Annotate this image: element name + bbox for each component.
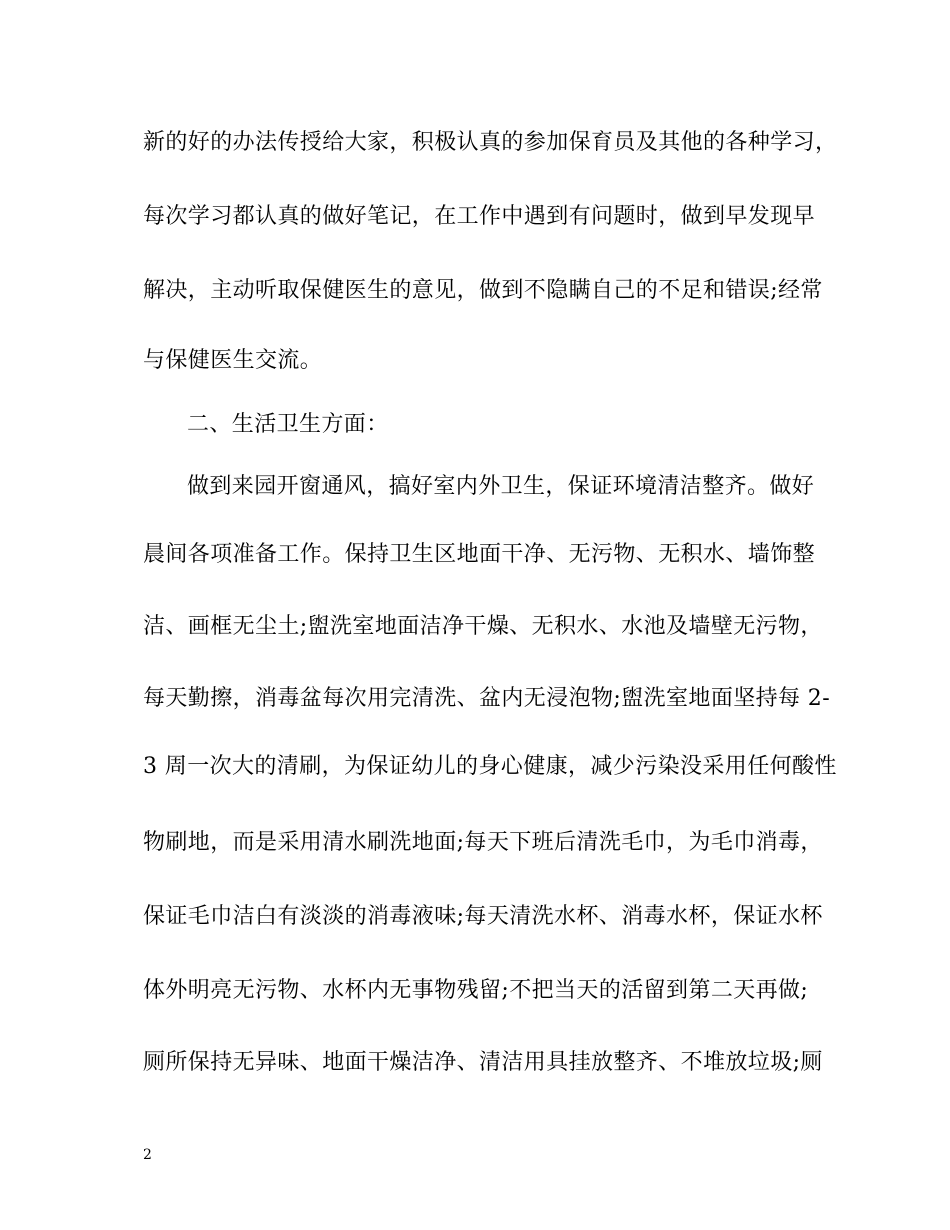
section-heading: 二、生活卫生方面： (187, 412, 389, 437)
text-line-14: 厕所保持无异味、地面干燥洁净、清洁用具挂放整齐、不堆放垃圾;厕 (143, 1050, 823, 1075)
text-line-13: 体外明亮无污物、水杯内无事物残留;不把当天的活留到第二天再做; (143, 978, 809, 1003)
text-line-3: 解决，主动听取保健医生的意见，做到不隐瞒自己的不足和错误;经常 (143, 278, 823, 303)
text-line-4: 与保健医生交流。 (143, 348, 323, 373)
text-line-8: 洁、画框无尘土;盥洗室地面洁净干燥、无积水、水池及墙壁无污物， (143, 614, 823, 639)
text-line-12: 保证毛巾洁白有淡淡的消毒液味;每天清洗水杯、消毒水杯，保证水杯 (143, 904, 823, 929)
text-line-10: 3 周一次大的清刷，为保证幼儿的身心健康，减少污染没采用任何酸性 (143, 754, 837, 779)
text-line-11: 物刷地，而是采用清水刷洗地面;每天下班后清洗毛巾，为毛巾消毒， (143, 830, 823, 855)
text-line-9: 每天勤擦，消毒盆每次用完清洗、盆内无浸泡物;盥洗室地面坚持每 2- (143, 686, 831, 711)
text-line-1: 新的好的办法传授给大家，积极认真的参加保育员及其他的各种学习， (143, 130, 838, 155)
text-line-6: 做到来园开窗通风，搞好室内外卫生，保证环境清洁整齐。做好 (187, 474, 815, 499)
text-line-2: 每次学习都认真的做好笔记，在工作中遇到有问题时，做到早发现早 (143, 204, 816, 229)
text-line-7: 晨间各项准备工作。保持卫生区地面干净、无污物、无积水、墙饰整 (143, 542, 816, 567)
page-number: 2 (143, 1147, 152, 1163)
